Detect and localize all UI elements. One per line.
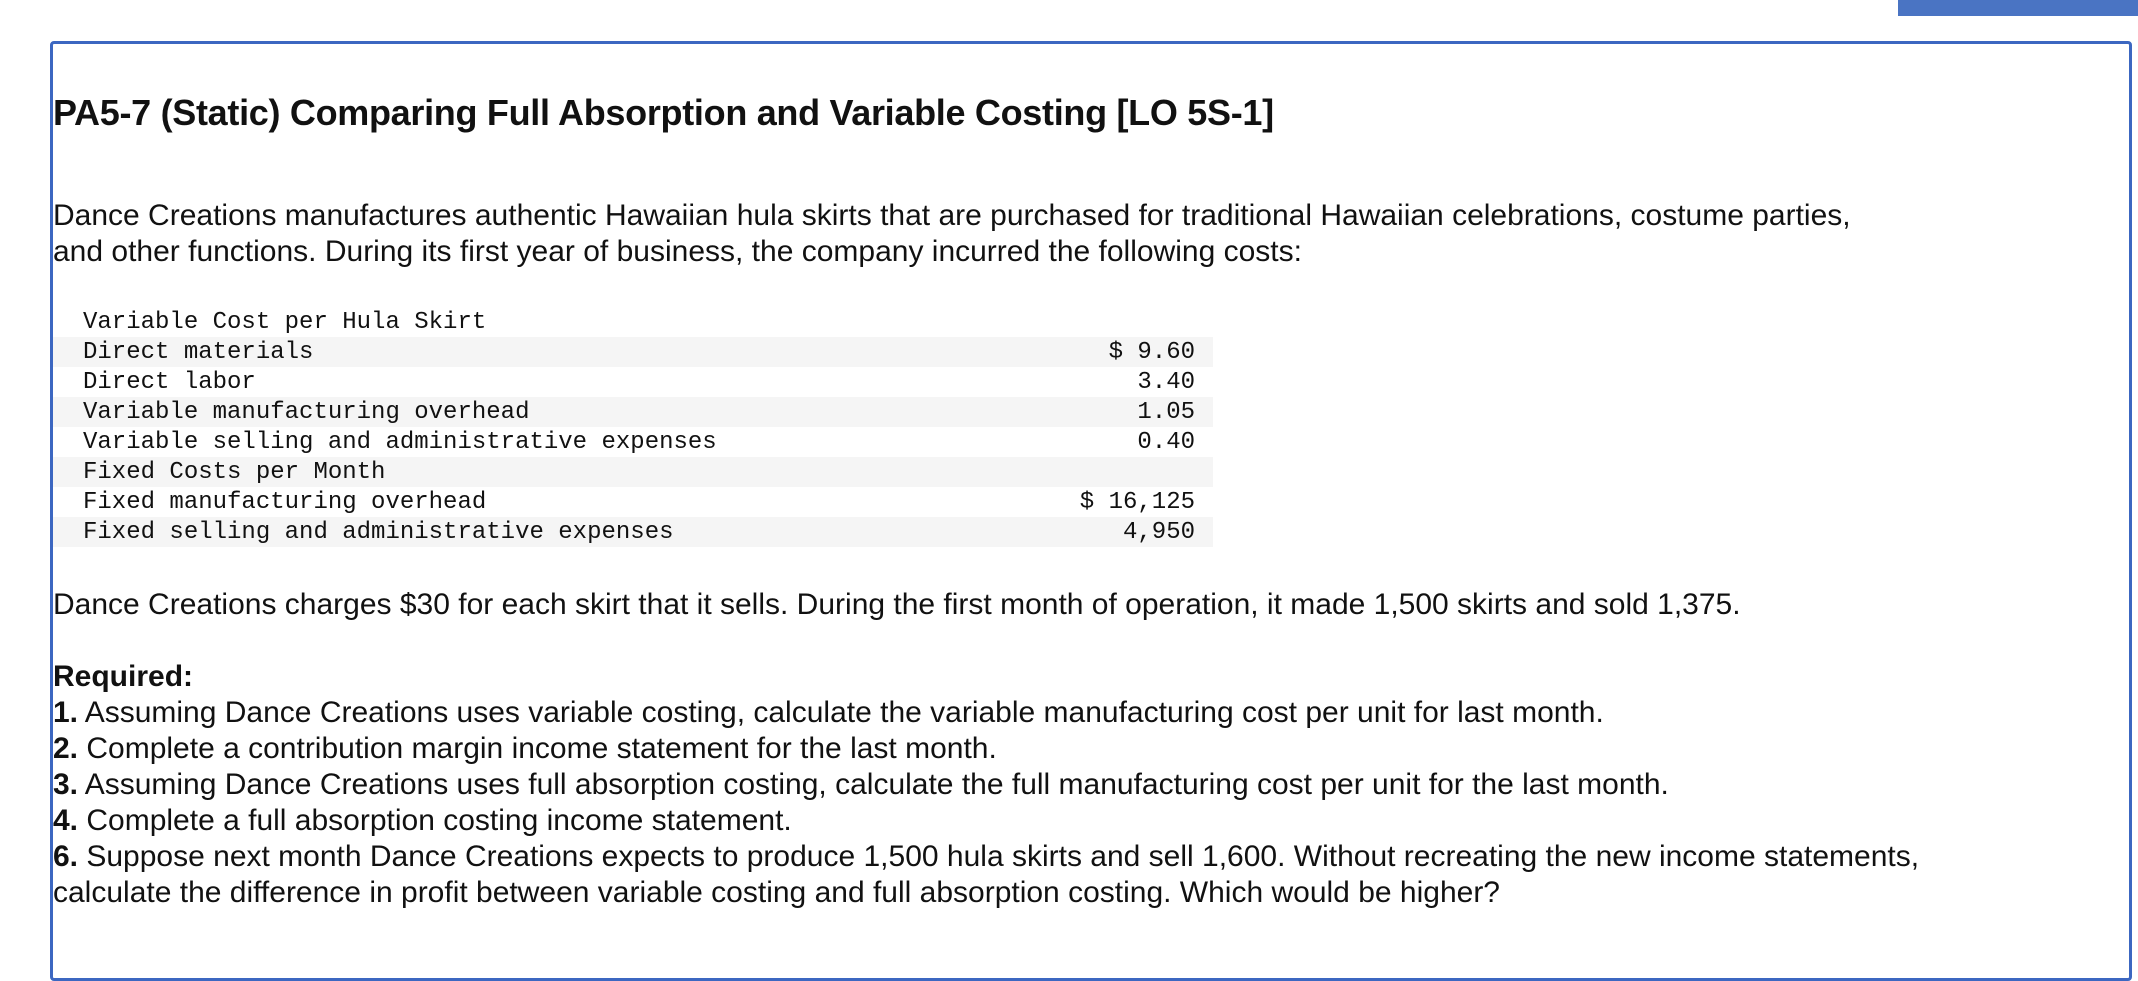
cost-label: Fixed selling and administrative expenses	[53, 517, 1019, 547]
table-row	[53, 307, 1213, 337]
cost-amount	[1019, 457, 1213, 487]
cost-amount: 4,950	[1019, 517, 1213, 547]
cost-label: Fixed manufacturing overhead	[53, 487, 1019, 517]
problem-intro: Dance Creations manufactures authentic Hawaiian hula skirts that are purchased for traditional Hawaiian celebrations, costume parties, and other functions. During its first year of business, the company incurred the following costs:	[53, 199, 1851, 268]
required-item-text: Suppose next month Dance Creations expects to produce 1,500 hula skirts and sell 1,600. Without recreating the new income statements, calculate the difference in profit between variable costing and full absorption costing. Which would be higher?	[53, 840, 1920, 909]
question-panel	[50, 41, 2132, 981]
table-row	[53, 457, 1213, 487]
cost-label: Variable Cost per Hula Skirt	[53, 307, 1019, 337]
required-heading: Required:	[53, 660, 194, 693]
problem-title: PA5-7 (Static) Comparing Full Absorption and Variable Costing [LO 5S-1]	[53, 92, 1274, 133]
required-item-text: Assuming Dance Creations uses full absorption costing, calculate the full manufacturing cost per unit for the last month.	[78, 768, 1669, 801]
cost-table	[53, 307, 1213, 547]
cost-label: Direct materials	[53, 337, 1019, 367]
table-row	[53, 487, 1213, 517]
table-row	[53, 427, 1213, 457]
top-tab-bar	[1898, 0, 2138, 16]
required-item-number: 6.	[53, 840, 79, 873]
required-item-number: 3.	[53, 768, 79, 801]
required-item	[53, 803, 1933, 839]
cost-label: Variable selling and administrative expenses	[53, 427, 1019, 457]
required-section	[53, 659, 1933, 911]
cost-amount: 3.40	[1019, 367, 1213, 397]
cost-amount: $ 16,125	[1019, 487, 1213, 517]
required-item-number: 2.	[53, 732, 79, 765]
cost-label: Variable manufacturing overhead	[53, 397, 1019, 427]
table-row	[53, 517, 1213, 547]
required-item-text: Complete a full absorption costing income statement.	[78, 804, 792, 837]
table-row	[53, 367, 1213, 397]
cost-amount: 1.05	[1019, 397, 1213, 427]
required-item-text: Assuming Dance Creations uses variable costing, calculate the variable manufacturing cost per unit for last month.	[78, 696, 1604, 729]
table-row	[53, 337, 1213, 367]
required-item	[53, 695, 1933, 731]
table-row	[53, 397, 1213, 427]
required-item	[53, 731, 1933, 767]
cost-amount	[1019, 307, 1213, 337]
required-item-number: 1.	[53, 696, 79, 729]
required-item	[53, 839, 1933, 911]
cost-label: Direct labor	[53, 367, 1019, 397]
required-item-number: 4.	[53, 804, 79, 837]
cost-amount: 0.40	[1019, 427, 1213, 457]
cost-label: Fixed Costs per Month	[53, 457, 1019, 487]
required-item-text: Complete a contribution margin income statement for the last month.	[78, 732, 997, 765]
cost-amount: $ 9.60	[1019, 337, 1213, 367]
required-item	[53, 767, 1933, 803]
pricing-paragraph: Dance Creations charges $30 for each skirt that it sells. During the first month of operation, it made 1,500 skirts and sold 1,375.	[53, 588, 1741, 621]
